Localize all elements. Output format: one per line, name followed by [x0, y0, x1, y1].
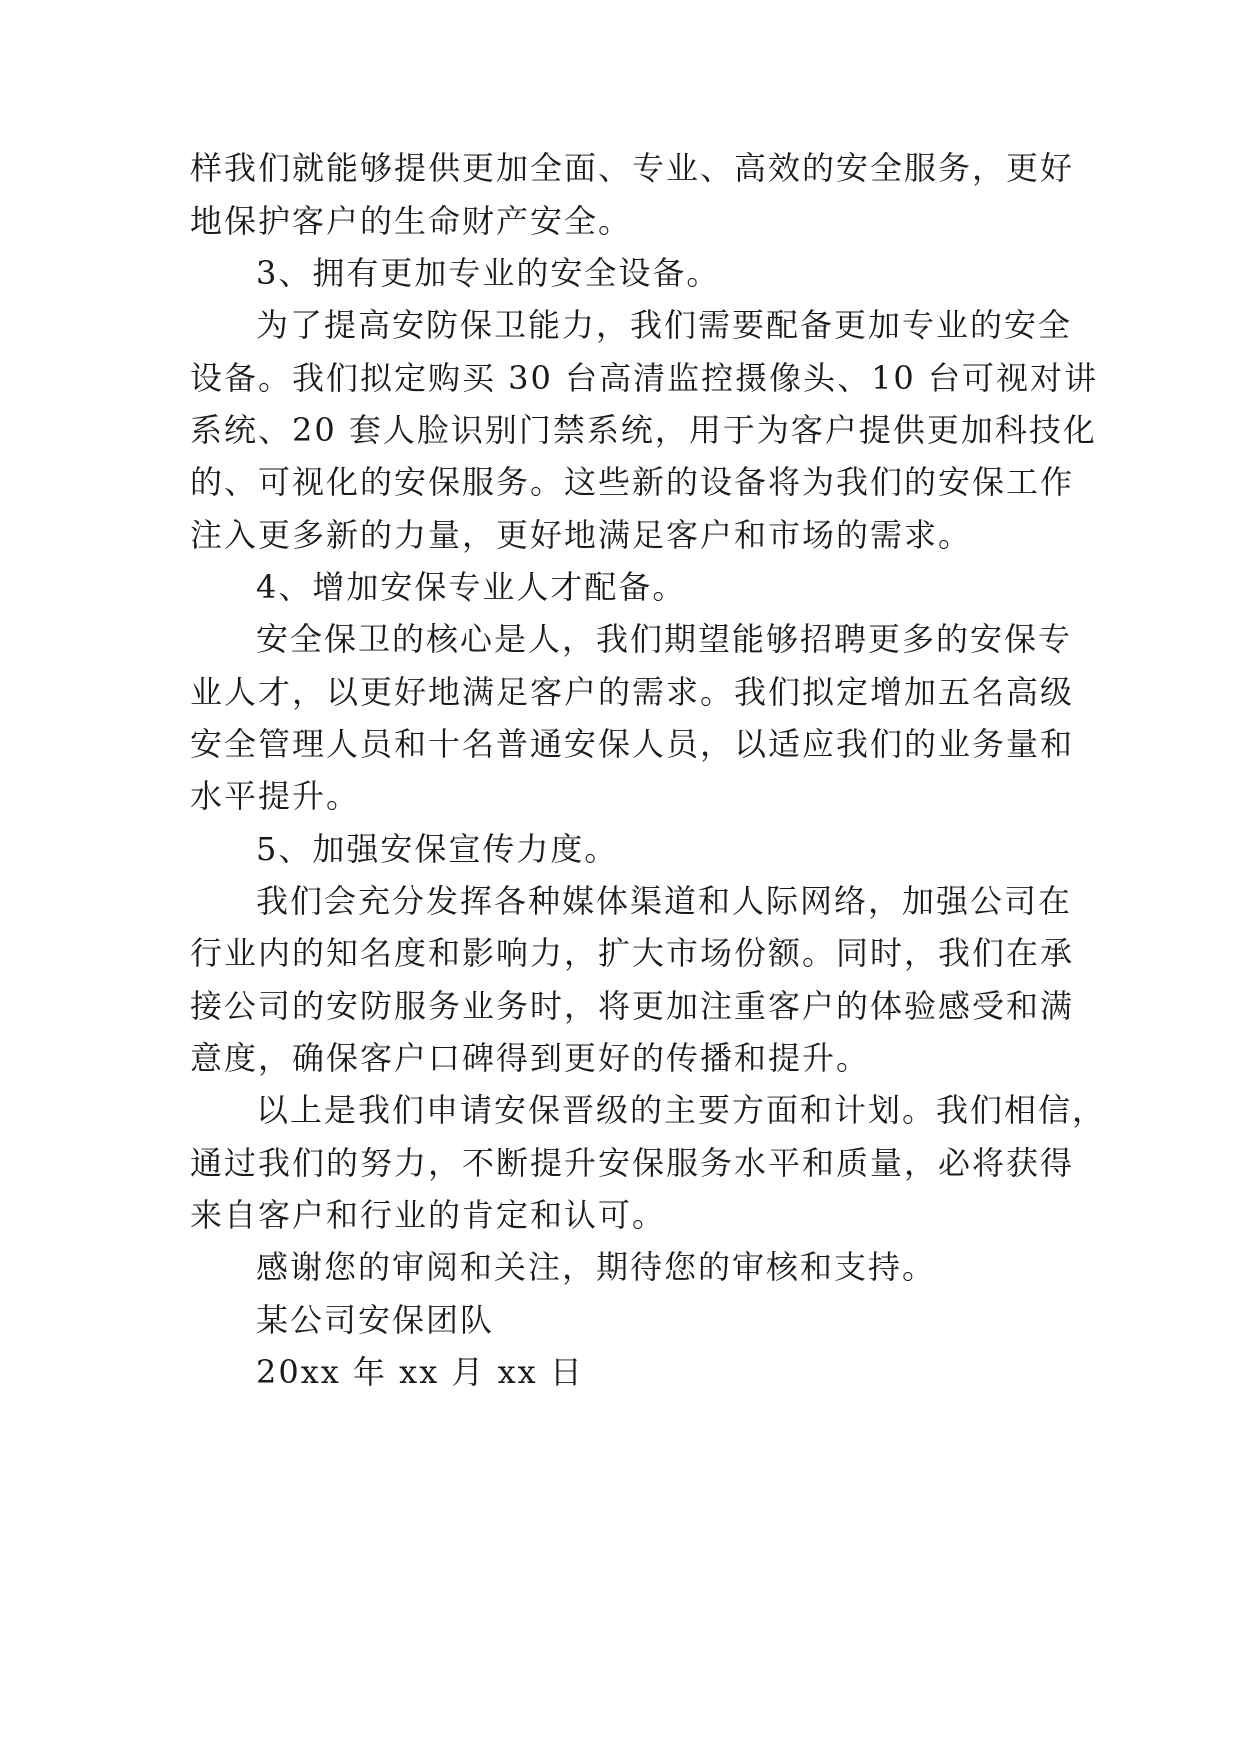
- section-heading-4: 4、增加安保专业人才配备。: [256, 568, 687, 606]
- paragraph-line: 为了提高安防保卫能力，我们需要配备更加专业的安全: [256, 306, 1073, 344]
- paragraph-line: 接公司的安防服务业务时，将更加注重客户的体验感受和满: [190, 987, 1075, 1025]
- paragraph-line: 行业内的知名度和影响力，扩大市场份额。同时，我们在承: [190, 934, 1075, 972]
- paragraph-line: 样我们就能够提供更加全面、专业、高效的安全服务，更好: [190, 149, 1075, 187]
- section-heading-5: 5、加强安保宣传力度。: [256, 830, 619, 868]
- paragraph-line: 地保护客户的生命财产安全。: [190, 202, 633, 240]
- signature-org: 某公司安保团队: [256, 1301, 495, 1339]
- paragraph-line: 来自客户和行业的肯定和认可。: [190, 1196, 667, 1234]
- section-heading-3: 3、拥有更加专业的安全设备。: [256, 254, 721, 292]
- paragraph-line: 业人才，以更好地满足客户的需求。我们拟定增加五名高级: [190, 673, 1075, 711]
- paragraph-line: 以上是我们申请安保晋级的主要方面和计划。我们相信，: [256, 1091, 1107, 1129]
- paragraph-line: 系统、20 套人脸识别门禁系统，用于为客户提供更加科技化: [190, 411, 1097, 449]
- paragraph-line: 水平提升。: [190, 777, 361, 815]
- paragraph-line: 意度，确保客户口碑得到更好的传播和提升。: [190, 1039, 871, 1077]
- paragraph-line: 我们会充分发挥各种媒体渠道和人际网络，加强公司在: [256, 882, 1073, 920]
- closing-line: 感谢您的审阅和关注，期待您的审核和支持。: [256, 1248, 937, 1286]
- paragraph-line: 安全保卫的核心是人，我们期望能够招聘更多的安保专: [256, 620, 1073, 658]
- paragraph-line: 通过我们的努力，不断提升安保服务水平和质量，必将获得: [190, 1144, 1075, 1182]
- paragraph-line: 设备。我们拟定购买 30 台高清监控摄像头、10 台可视对讲: [190, 359, 1098, 397]
- paragraph-line: 注入更多新的力量，更好地满足客户和市场的需求。: [190, 516, 973, 554]
- paragraph-line: 的、可视化的安保服务。这些新的设备将为我们的安保工作: [190, 463, 1075, 501]
- signature-date: 20xx 年 xx 月 xx 日: [256, 1353, 584, 1391]
- paragraph-line: 安全管理人员和十名普通安保人员，以适应我们的业务量和: [190, 725, 1075, 763]
